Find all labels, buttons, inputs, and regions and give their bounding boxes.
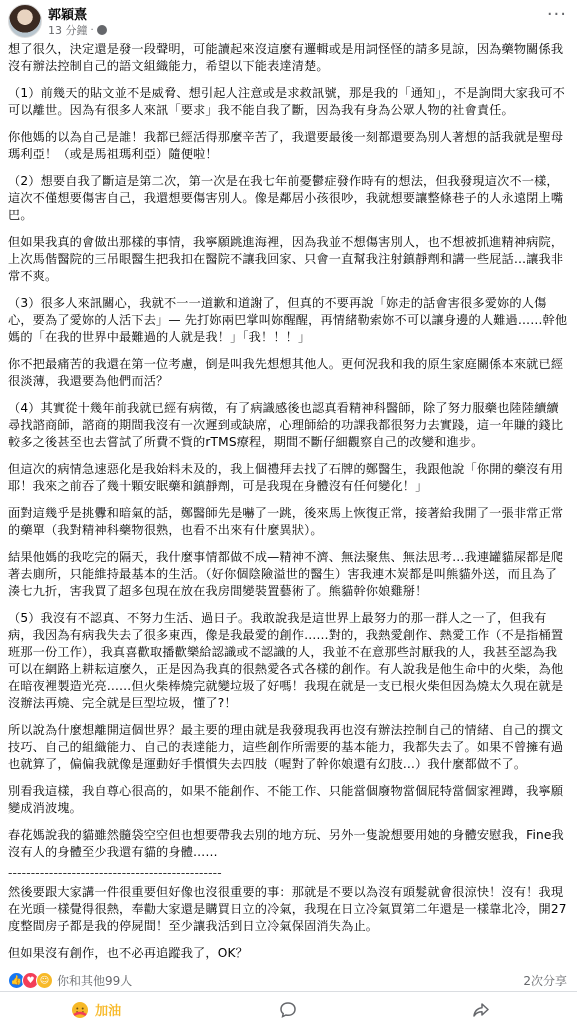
like-reaction-icon: 👍 [8, 972, 25, 989]
post-paragraph: （3）很多人來訊關心，我就不一一道歉和道謝了，但真的不要再說「妳走的話會害很多愛妳的人傷心，要為了愛妳的人活下去」— 先打妳兩巴掌叫妳醒醒，再情緒勒索妳不可以讓身邊的人難過……幹他媽的「在我的世界中最難過的人就是我！」「我！！！」 [8, 296, 568, 344]
love-reaction-icon: ♥ [22, 972, 39, 989]
react-button[interactable] [0, 995, 192, 1024]
author-avatar[interactable] [8, 4, 42, 38]
post-paragraph: （2）想要自我了斷這是第二次，第一次是在我七年前憂鬱症發作時有的想法，但我發現這次不一樣，這次不僅想要傷害自己，我還想要傷害別人。像是鄰居小孩很吵，我就想要讓整條巷子的人永遠閉上嘴巴。 [8, 174, 564, 222]
action-bar [0, 995, 577, 1024]
care-reaction-icon: ☺ [36, 972, 53, 989]
care-hug-icon [71, 1001, 89, 1019]
post-paragraph: 想了很久，決定還是發一段聲明，可能讀起來沒這麼有邏輯或是用詞怪怪的請多見諒，因為藥物關係我沒有辦法控制自己的語文組織能力，希望以下能表達清楚。 [8, 42, 564, 73]
post-paragraph: 但如果我真的會做出那樣的事情，我寧願跳進海裡，因為我並不想傷害別人，也不想被抓進精神病院，上次馬偕醫院的三吊眼醫生把我扣在醫院不讓我回家、只會一直幫我注射鎮靜劑和講一些屁話…讓我非常不爽。 [8, 235, 564, 283]
author-name[interactable]: 郭穎熹 [48, 8, 88, 23]
comment-icon [279, 1001, 297, 1019]
post-paragraph: （1）前幾天的貼文並不是威脅、想引起人注意或是求救訊號，那是我的「通知」，不是詢問大家我可不可以離世。因為有很多人來訊「要求」我不能自我了斷，因為我有身為公眾人物的社會責任。 [8, 86, 565, 117]
post-header [0, 0, 577, 40]
post-paragraph: 你不把最痛苦的我還在第一位考慮，倒是叫我先想想其他人。更何況我和我的原生家庭關係本來就已經很淡薄，我還要為他們而活？ [8, 357, 564, 388]
comment-button[interactable] [192, 995, 384, 1024]
post-paragraph: 別看我這樣，我自尊心很高的，如果不能創作、不能工作、只能當個廢物當個屁特當個家裡蹲，我寧願變成消波塊。 [8, 784, 564, 815]
post-time[interactable]: 13 分鐘 [48, 24, 88, 37]
post-paragraph: （4）其實從十幾年前我就已經有病徵，有了病識感後也認真看精神科醫師，除了努力服藥也陸陸續續尋找諮商師，諮商的期間我沒有一次遲到或缺席，心理師給的功課我都很努力去實踐，這一年賺的錢比較多之後甚至也去嘗試了所費不貲的rTMS療程，期間不斷仔細觀察自己的改變和進步。 [8, 401, 564, 449]
post-paragraph: 所以說為什麼想離開這個世界？最主要的理由就是我發現我再也沒有辦法控制自己的情緒、自己的撰文技巧、自己的組織能力、自己的表達能力，這些創作所需要的基本能力，我都失去了。如果不曾擁有過也就算了，偏偏我就像是運動好手慣慣失去四肢（喔對了幹你娘還有幻肢…）我什麼都做不了。 [8, 723, 564, 771]
post-paragraph: 面對這幾乎是挑釁和暗氣的話，鄭醫師先是嚇了一跳，後來馬上恢復正常，接著給我開了一張非常正常的藥單（我對精神科藥物很熟，也看不出來有什麼異狀）。 [8, 506, 564, 537]
post-paragraph: 春花媽說我的貓雖然髓袋空空但也想要帶我去別的地方玩、另外一隻說想要用她的身體安慰我，Fine我沒有人的身體至少我還有貓的身體…… [8, 828, 564, 859]
reaction-summary[interactable] [8, 972, 132, 989]
share-count[interactable]: 2次分享 [523, 974, 567, 988]
post-paragraph: 但這次的病情急速惡化是我始料未及的，我上個禮拜去找了石牌的鄭醫生，我跟他說「你開的藥沒有用耶！我來之前吞了幾十顆安眠藥和鎮靜劑，可是我現在身體沒有任何變化！」 [8, 462, 564, 493]
post-body [8, 41, 569, 972]
post-meta [48, 22, 107, 38]
post-paragraph: （5）我沒有不認真、不努力生活、過日子。我敢說我是這世界上最努力的那一群人之一了，但我有病，我因為有病我失去了很多東西，像是我最愛的創作……對的，我熱愛創作、熱愛工作（不是指桶置班那一份工作），我真喜歡取播歡樂給認識或不認識的人，我並不在意那些討厭我的人，我甚至認為我可以在網路上耕耘這麼久，正是因為我真的很熱愛各式各樣的創作。有人說我是他生命中的火柴，為他在暗夜裡製造光亮……但火柴棒燒完就變垃圾了好嗎！我現在就是一支已根火柴但因為燒太久現在就是沒辦法再燒、完全就是巨型垃圾，懂了?！ [8, 611, 564, 710]
share-icon [472, 1001, 490, 1019]
post-paragraph: 你他媽的以為自己是誰！我都已經活得那麼辛苦了，我還要最後一刻都還要為別人著想的話我就是聖母瑪利亞！（或是馬祖瑪利亞）隨便啦！ [8, 130, 564, 161]
react-button-label: 加油 [95, 1004, 122, 1019]
reaction-count[interactable]: 你和其他99人 [57, 974, 133, 988]
post-paragraph: 但如果沒有創作，也不必再追蹤我了，OK？ [8, 946, 248, 960]
post-paragraph: 結果他媽的我吃完的隔天，我什麼事情都做不成—精神不濟、無法聚焦、無法思考…我連罐貓屎都是爬著去廁所，只能維持最基本的生活。（好你個陰險溢世的醫生）害我連木炭都是叫熊貓外送，而且為了湊七九折，害我買了超多包現在放在我房間變裝置藝術了。熊貓幹你娘雞掰！ [8, 550, 564, 598]
share-button[interactable] [385, 995, 577, 1024]
post-paragraph: 然後要跟大家講一件很重要但好像也沒很重要的事：那就是不要以為沒有頭髮就會很涼快！沒有！我現在光頭一樣覺得很熱，奉勸大家還是購買日立的冷氣，我現在日立冷氣買第二年還是一樣靠北冷，開27度整間房子都是我的停屍間！至少讓我活到日立冷氣保固消失為止。 [8, 885, 567, 933]
reaction-bar [0, 969, 577, 992]
more-options-icon[interactable]: ··· [546, 4, 567, 25]
globe-icon [97, 25, 107, 35]
separator-line: ----------------------------------------------- [8, 866, 222, 880]
meta-dot: · [90, 24, 94, 36]
